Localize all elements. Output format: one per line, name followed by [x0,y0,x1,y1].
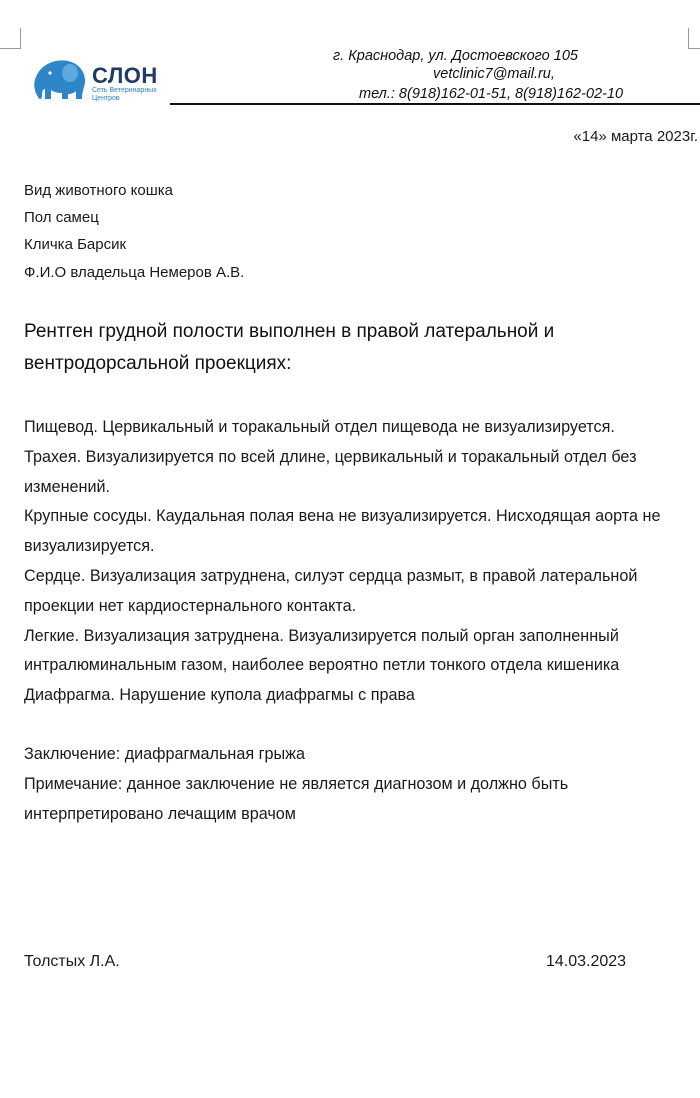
header-divider [170,103,700,105]
doctor-signature: Толстых Л.А. [24,953,120,970]
conclusion-section [24,740,696,829]
report-heading: Рентген грудной полости выполнен в правой латеральной и вентродорсальной проекциях: [24,321,555,374]
logo-name: СЛОН [92,63,158,88]
clinic-logo [30,55,170,115]
clinic-phone: тел.: 8(918)162-01-51, 8(918)162-02-10 [359,86,624,102]
page-corner-mark-left [0,28,21,49]
finding-esophagus: Пищевод. Цервикальный и торакальный отдел пищевода не визуализируется. [24,418,615,436]
logo-subtitle: Сеть Ветеринарных Центров [92,87,157,102]
patient-sex: Пол самец [24,209,99,226]
finding-trachea: Трахея. Визуализируется по всей длине, цервикальный и торакальный отдел без изменений. [24,447,637,496]
page-corner-mark-right [688,28,700,49]
patient-owner: Ф.И.О владельца Немеров А.В. [24,264,245,281]
signature-date: 14.03.2023 [546,953,627,970]
patient-species: Вид животного кошка [24,182,174,199]
document-date: «14» марта 2023г. [573,128,698,145]
finding-diaphragm: Диафрагма. Нарушение купола диафрагмы с права [24,686,415,705]
clinic-address: г. Краснодар, ул. Достоевского 105 [333,48,578,64]
finding-lungs: Легкие. Визуализация затруднена. Визуализируется полый орган заполненный интралюминальным газом, наиболее вероятно петли тонкого отдела кишеника [24,626,620,675]
note-text: Примечание: данное заключение не является диагнозом и должно быть интерпретировано лечащим врачом [24,774,569,823]
patient-name: Кличка Барсик [24,236,127,253]
finding-vessels: Крупные сосуды. Каудальная полая вена не визуализируется. Нисходящая аорта не визуализируется. [24,507,661,556]
conclusion-text: Заключение: диафрагмальная грыжа [24,745,305,763]
findings-section [24,413,696,711]
clinic-email: vetclinic7@mail.ru, [433,66,555,82]
finding-heart: Сердце. Визуализация затруднена, силуэт сердца размыт, в правой латеральной проекции нет кардиостернального контакта. [24,566,638,615]
elephant-icon [30,55,90,105]
